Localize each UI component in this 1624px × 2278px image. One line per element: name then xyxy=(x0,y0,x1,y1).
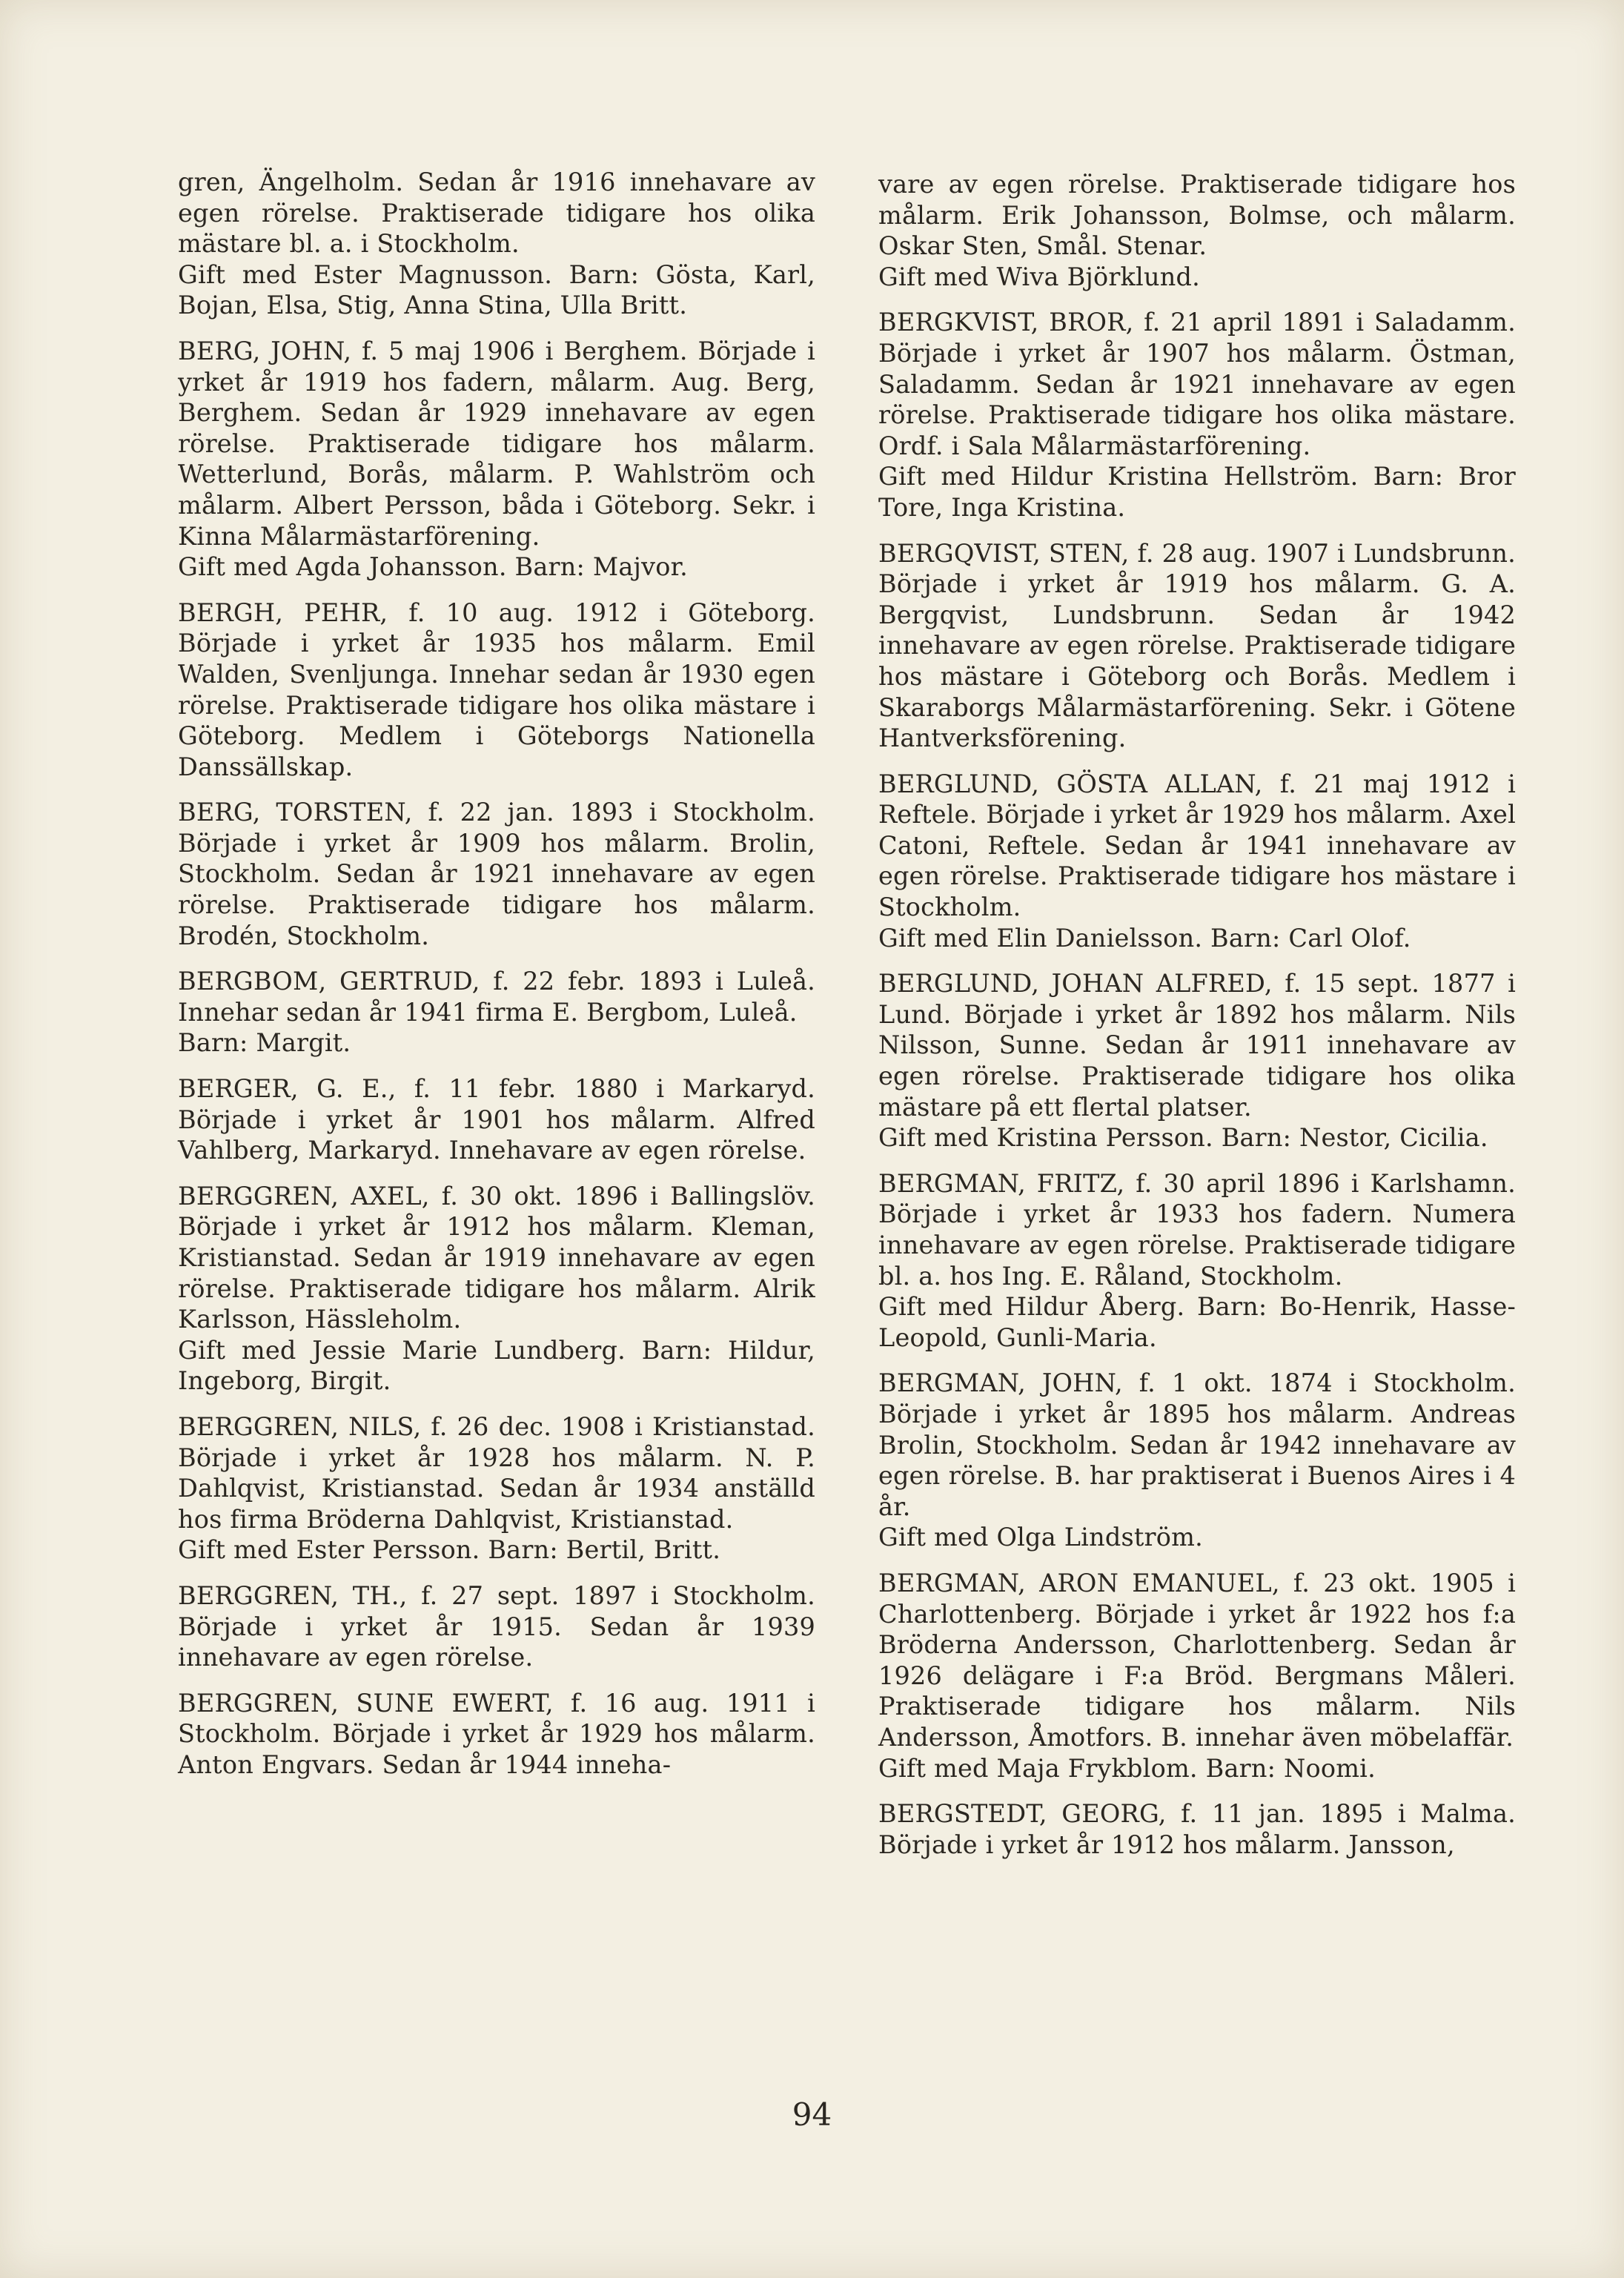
entry-family: Gift med Maja Frykblom. Barn: Noomi. xyxy=(878,1753,1376,1783)
entry-family: Gift med Kristina Persson. Barn: Nestor, Cicilia. xyxy=(878,1123,1488,1153)
entry-text: BERGGREN, NILS, f. 26 dec. 1908 i Kristianstad. Började i yrket år 1928 hos målarm. N. P. Dahlqvist, Kristianstad. Sedan år 1934 anställd hos firma Bröderna Dahlqvist, Kristianstad. xyxy=(178,1411,815,1534)
entry-text: BERG, JOHN, f. 5 maj 1906 i Berghem. Började i yrket år 1919 hos fadern, målarm. Aug. Berg, Berghem. Sedan år 1929 innehavare av egen rörelse. Praktiserade tidigare hos målarm. Wetterlund, Borås, målarm. P. Wahlström och målarm. Albert Persson, båda i Göteborg. Sekr. i Kinna Målarmästarförening. xyxy=(178,336,815,551)
entry xyxy=(878,307,1516,523)
entry-text: BERGGREN, TH., f. 27 sept. 1897 i Stockholm. Började i yrket år 1915. Sedan år 1939 innehavare av egen rörelse. xyxy=(178,1580,815,1672)
entry-text: BERGKVIST, BROR, f. 21 april 1891 i Saladamm. Började i yrket år 1907 hos målarm. Östman, Saladamm. Sedan år 1921 innehavare av egen rörelse. Praktiserade tidigare hos olika mästare. Ordf. i Sala Målarmästarförening. xyxy=(878,308,1516,460)
entry xyxy=(178,1688,815,1781)
entry-text: BERGQVIST, STEN, f. 28 aug. 1907 i Lundsbrunn. Började i yrket år 1919 hos målarm. G. A. Bergqvist, Lundsbrunn. Sedan år 1942 innehavare av egen rörelse. Praktiserade tidigare hos mästare i Göteborg och Borås. Medlem i Skaraborgs Målarmästarförening. Sekr. i Götene Hantverksförening. xyxy=(878,538,1516,753)
entry-text: BERGER, G. E., f. 11 febr. 1880 i Markaryd. Började i yrket år 1901 hos målarm. Alfred Vahlberg, Markaryd. Innehavare av egen rörelse. xyxy=(178,1074,815,1165)
entry-text: BERGGREN, SUNE EWERT, f. 16 aug. 1911 i Stockholm. Började i yrket år 1929 hos målarm. Anton Engvars. Sedan år 1944 inneha- xyxy=(178,1688,815,1779)
entry xyxy=(178,1073,815,1166)
entry xyxy=(178,336,815,583)
entry-family: Gift med Wiva Björklund. xyxy=(878,262,1201,291)
left-column xyxy=(178,167,815,1795)
entry xyxy=(178,966,815,1059)
entry-family: Gift med Olga Lindström. xyxy=(878,1523,1203,1552)
entry xyxy=(178,167,815,321)
right-column xyxy=(878,169,1516,1875)
entry-family: Gift med Jessie Marie Lundberg. Barn: Hildur, Ingeborg, Birgit. xyxy=(178,1335,815,1396)
entry-text: BERGBOM, GERTRUD, f. 22 febr. 1893 i Luleå. Innehar sedan år 1941 firma E. Bergbom, Luleå. xyxy=(178,967,815,1027)
entry xyxy=(178,1411,815,1566)
entry-text: BERGLUND, GÖSTA ALLAN, f. 21 maj 1912 i Reftele. Började i yrket år 1929 hos målarm. Axel Catoni, Reftele. Sedan år 1941 innehavare av egen rörelse. Praktiserade tidigare hos mästare i Stockholm. xyxy=(878,769,1516,922)
entry-text: BERGGREN, AXEL, f. 30 okt. 1896 i Ballingslöv. Började i yrket år 1912 hos målarm. Kleman, Kristianstad. Sedan år 1919 innehavare av egen rörelse. Praktiserade tidigare hos målarm. Alrik Karlsson, Hässleholm. xyxy=(178,1181,815,1334)
entry-text: BERGMAN, JOHN, f. 1 okt. 1874 i Stockholm. Började i yrket år 1895 hos målarm. Andreas Brolin, Stockholm. Sedan år 1942 innehavare av egen rörelse. B. har praktiserat i Buenos Aires i 4 år. xyxy=(878,1368,1516,1521)
entry xyxy=(178,597,815,783)
entry xyxy=(878,968,1516,1153)
entry-text: BERGMAN, FRITZ, f. 30 april 1896 i Karlshamn. Började i yrket år 1933 hos fadern. Numera innehavare av egen rörelse. Praktiserade tidigare bl. a. hos Ing. E. Råland, Stockholm. xyxy=(878,1168,1516,1291)
entry-family: Gift med Hildur Kristina Hellström. Barn: Bror Tore, Inga Kristina. xyxy=(878,462,1516,522)
entry xyxy=(878,1168,1516,1354)
entry-text: BERGLUND, JOHAN ALFRED, f. 15 sept. 1877 i Lund. Började i yrket år 1892 hos målarm. Nils Nilsson, Sunne. Sedan år 1911 innehavare av egen rörelse. Praktiserade tidigare hos olika mästare på ett flertal platser. xyxy=(878,969,1516,1122)
entry xyxy=(178,797,815,951)
entry-family: Gift med Elin Danielsson. Barn: Carl Olof. xyxy=(878,923,1411,953)
entry-family: Barn: Margit. xyxy=(178,1028,351,1058)
page-number: 94 xyxy=(792,2096,832,2133)
entry-text: BERGH, PEHR, f. 10 aug. 1912 i Göteborg. Började i yrket år 1935 hos målarm. Emil Walden, Svenljunga. Innehar sedan år 1930 egen rörelse. Praktiserade tidigare hos olika mästare i Göteborg. Medlem i Göteborgs Nationella Danssällskap. xyxy=(178,597,815,781)
entry-text: gren, Ängelholm. Sedan år 1916 innehavare av egen rörelse. Praktiserade tidigare hos olika mästare bl. a. i Stockholm. xyxy=(178,168,815,259)
entry xyxy=(878,769,1516,954)
entry xyxy=(878,169,1516,292)
entry-text: BERG, TORSTEN, f. 22 jan. 1893 i Stockholm. Började i yrket år 1909 hos målarm. Brolin, Stockholm. Sedan år 1921 innehavare av egen rörelse. Praktiserade tidigare hos målarm. Brodén, Stockholm. xyxy=(178,798,815,950)
entry-family: Gift med Ester Persson. Barn: Bertil, Britt. xyxy=(178,1535,721,1565)
entry-text: BERGSTEDT, GEORG, f. 11 jan. 1895 i Malma. Började i yrket år 1912 hos målarm. Jansson, xyxy=(878,1799,1516,1859)
entry-text: BERGMAN, ARON EMANUEL, f. 23 okt. 1905 i Charlottenberg. Började i yrket år 1922 hos f:a Bröderna Andersson, Charlottenberg. Sedan år 1926 delägare i F:a Bröd. Bergmans Måleri. Praktiserade tidigare hos målarm. Nils Andersson, Åmotfors. B. innehar även möbelaffär. xyxy=(878,1568,1516,1752)
entry xyxy=(178,1580,815,1673)
entry-text: vare av egen rörelse. Praktiserade tidigare hos målarm. Erik Johansson, Bolmse, och målarm. Oskar Sten, Smål. Stenar. xyxy=(878,170,1516,261)
entry xyxy=(878,1798,1516,1860)
entry xyxy=(178,1181,815,1397)
entry-family: Gift med Hildur Åberg. Barn: Bo-Henrik, Hasse-Leopold, Gunli-Maria. xyxy=(878,1292,1516,1352)
entry xyxy=(878,538,1516,754)
entry-family: Gift med Ester Magnusson. Barn: Gösta, Karl, Bojan, Elsa, Stig, Anna Stina, Ulla Britt. xyxy=(178,259,815,320)
entry xyxy=(878,1568,1516,1784)
entry-family: Gift med Agda Johansson. Barn: Majvor. xyxy=(178,552,688,582)
entry xyxy=(878,1368,1516,1553)
